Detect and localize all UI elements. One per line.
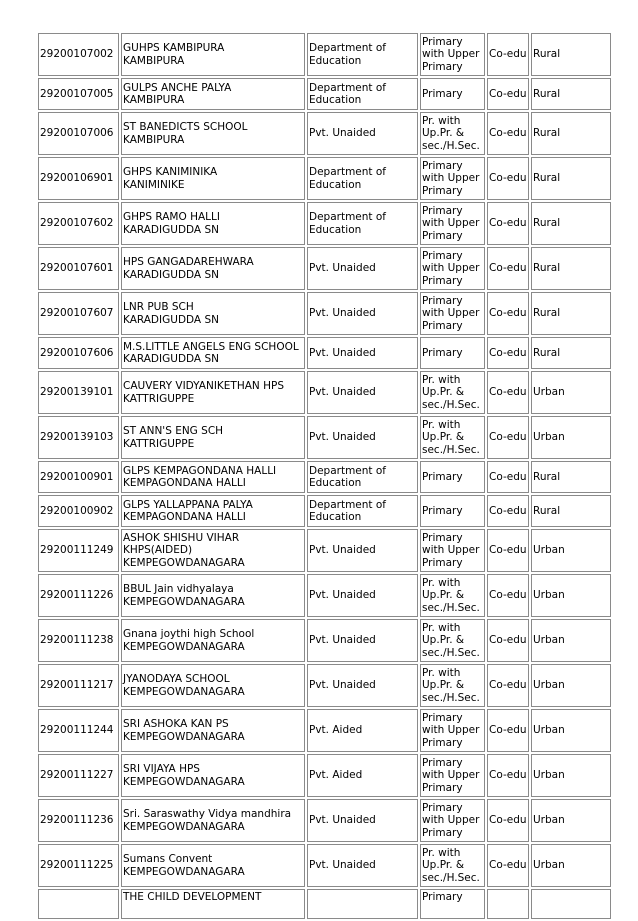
table-row bbox=[38, 574, 611, 617]
category-cell-line: Pr. with bbox=[422, 666, 461, 679]
school-name-cell bbox=[121, 292, 305, 335]
table-row bbox=[38, 202, 611, 245]
category-cell-line: Primary bbox=[422, 204, 463, 217]
category-cell-line: Primary bbox=[422, 781, 463, 794]
school-name-cell bbox=[121, 247, 305, 290]
table-row bbox=[38, 461, 611, 493]
table-row bbox=[38, 889, 611, 919]
category-cell bbox=[420, 844, 485, 887]
management-cell bbox=[307, 112, 418, 155]
school-table-body bbox=[38, 33, 611, 919]
category-cell-line: Primary bbox=[422, 756, 463, 769]
category-cell bbox=[420, 337, 485, 369]
management-cell bbox=[307, 247, 418, 290]
management-cell bbox=[307, 78, 418, 110]
management-cell bbox=[307, 709, 418, 752]
school-name-cell-line: KEMPEGOWDANAGARA bbox=[123, 595, 245, 608]
management-cell bbox=[307, 337, 418, 369]
category-cell bbox=[420, 495, 485, 527]
management-cell-line: Pvt. Unaided bbox=[309, 814, 376, 827]
management-cell-line: Pvt. Unaided bbox=[309, 307, 376, 320]
school-code-cell bbox=[38, 889, 119, 919]
school-code-cell: 29200107002 bbox=[38, 33, 119, 76]
school-name-cell bbox=[121, 889, 305, 919]
area-cell bbox=[531, 889, 611, 919]
school-type-cell: Co-edu bbox=[487, 416, 529, 459]
category-cell-line: with Upper bbox=[422, 814, 480, 827]
area-cell: Rural bbox=[531, 495, 611, 527]
school-name-cell-line: KEMPAGONDANA HALLI bbox=[123, 511, 246, 523]
category-cell bbox=[420, 416, 485, 459]
school-code-cell: 29200107601 bbox=[38, 247, 119, 290]
area-cell: Rural bbox=[531, 292, 611, 335]
table-row bbox=[38, 799, 611, 842]
category-cell-line: Primary bbox=[422, 711, 463, 724]
school-code-cell: 29200111236 bbox=[38, 799, 119, 842]
school-type-cell: Co-edu bbox=[487, 157, 529, 200]
category-cell-line: sec./H.Sec. bbox=[422, 646, 480, 659]
school-name-cell-line: KEMPEGOWDANAGARA bbox=[123, 685, 245, 698]
school-name-cell-line: KARADIGUDDA SN bbox=[123, 223, 219, 236]
category-cell-line: with Upper bbox=[422, 724, 480, 737]
school-name-cell bbox=[121, 337, 305, 369]
school-type-cell: Co-edu bbox=[487, 247, 529, 290]
category-cell bbox=[420, 754, 485, 797]
school-type-cell: Co-edu bbox=[487, 844, 529, 887]
category-cell-line: Up.Pr. & bbox=[422, 386, 465, 399]
category-cell-line: Pr. with bbox=[422, 418, 461, 431]
category-cell-line: Primary bbox=[422, 229, 463, 242]
school-name-cell-line: M.S.LITTLE ANGELS ENG SCHOOL bbox=[123, 340, 299, 353]
category-cell-line: Primary bbox=[422, 826, 463, 839]
management-cell-line: Pvt. Unaided bbox=[309, 262, 376, 275]
school-type-cell: Co-edu bbox=[487, 461, 529, 493]
school-type-cell: Co-edu bbox=[487, 619, 529, 662]
school-name-cell-line: KEMPEGOWDANAGARA bbox=[123, 556, 245, 569]
category-cell-line: Primary bbox=[422, 35, 463, 48]
area-cell: Urban bbox=[531, 371, 611, 414]
area-cell: Rural bbox=[531, 202, 611, 245]
school-type-cell: Co-edu bbox=[487, 371, 529, 414]
school-code-cell: 29200107602 bbox=[38, 202, 119, 245]
table-row bbox=[38, 495, 611, 527]
management-cell-line: Department of bbox=[309, 42, 386, 54]
table-row bbox=[38, 292, 611, 335]
table-row bbox=[38, 416, 611, 459]
category-cell-line: Primary bbox=[422, 504, 463, 517]
management-cell-line: Pvt. Unaided bbox=[309, 431, 376, 444]
school-name-cell-line: CAUVERY VIDYANIKETHAN HPS bbox=[123, 380, 285, 392]
category-cell bbox=[420, 619, 485, 662]
category-cell-line: Up.Pr. & bbox=[422, 589, 465, 602]
management-cell-line: Department of bbox=[309, 464, 386, 477]
school-type-cell: Co-edu bbox=[487, 78, 529, 110]
school-name-cell-line: KARADIGUDDA SN bbox=[123, 313, 219, 326]
school-name-cell-line: ST BANEDICTS SCHOOL bbox=[123, 121, 248, 133]
school-name-cell-line: HPS GANGADAREHWARA bbox=[123, 256, 254, 268]
category-cell-line: Primary bbox=[422, 319, 463, 332]
management-cell bbox=[307, 371, 418, 414]
management-cell bbox=[307, 461, 418, 493]
category-cell-line: Primary bbox=[422, 801, 463, 814]
area-cell: Urban bbox=[531, 754, 611, 797]
school-name-cell-line: KEMPEGOWDANAGARA bbox=[123, 820, 245, 833]
management-cell bbox=[307, 619, 418, 662]
category-cell-line: with Upper bbox=[422, 48, 480, 61]
table-row bbox=[38, 157, 611, 200]
management-cell-line: Department of bbox=[309, 211, 386, 223]
management-cell-line: Education bbox=[309, 223, 362, 236]
category-cell-line: Primary bbox=[422, 531, 463, 544]
school-name-cell-line: BBUL Jain vidhyalaya bbox=[123, 583, 234, 595]
category-cell bbox=[420, 157, 485, 200]
school-name-cell bbox=[121, 754, 305, 797]
management-cell bbox=[307, 799, 418, 842]
management-cell-line: Department of bbox=[309, 81, 386, 94]
school-name-cell-line: GLPS KEMPAGONDANA HALLI bbox=[123, 464, 277, 477]
school-type-cell: Co-edu bbox=[487, 202, 529, 245]
school-name-cell-line: GHPS RAMO HALLI bbox=[123, 211, 220, 223]
table-row bbox=[38, 844, 611, 887]
category-cell-line: Primary bbox=[422, 556, 463, 569]
school-name-cell bbox=[121, 202, 305, 245]
category-cell-line: sec./H.Sec. bbox=[422, 601, 480, 614]
school-code-cell: 29200100901 bbox=[38, 461, 119, 493]
school-name-cell bbox=[121, 799, 305, 842]
category-cell-line: Primary bbox=[422, 249, 463, 262]
school-name-cell-line: KANIMINIKE bbox=[123, 178, 185, 191]
category-cell-line: with Upper bbox=[422, 172, 480, 185]
category-cell bbox=[420, 202, 485, 245]
school-type-cell: Co-edu bbox=[487, 112, 529, 155]
school-table bbox=[36, 31, 613, 921]
table-row bbox=[38, 78, 611, 110]
table-row bbox=[38, 371, 611, 414]
school-code-cell: 29200107006 bbox=[38, 112, 119, 155]
school-name-cell-line: Sumans Convent bbox=[123, 853, 213, 865]
school-type-cell: Co-edu bbox=[487, 495, 529, 527]
category-cell-line: with Upper bbox=[422, 544, 480, 557]
school-type-cell: Co-edu bbox=[487, 574, 529, 617]
category-cell-line: Pr. with bbox=[422, 846, 461, 859]
school-name-cell bbox=[121, 844, 305, 887]
category-cell-line: Up.Pr. & bbox=[422, 127, 465, 140]
management-cell bbox=[307, 495, 418, 527]
category-cell-line: with Upper bbox=[422, 307, 480, 320]
school-name-cell bbox=[121, 529, 305, 572]
category-cell bbox=[420, 292, 485, 335]
category-cell-line: Up.Pr. & bbox=[422, 431, 465, 444]
school-name-cell-line: KEMPAGONDANA HALLI bbox=[123, 477, 246, 489]
school-code-cell: 29200111226 bbox=[38, 574, 119, 617]
school-code-cell: 29200107606 bbox=[38, 337, 119, 369]
category-cell-line: with Upper bbox=[422, 217, 480, 230]
school-name-cell bbox=[121, 619, 305, 662]
category-cell-line: Primary bbox=[422, 891, 463, 903]
management-cell-line: Pvt. Aided bbox=[309, 724, 363, 737]
category-cell bbox=[420, 112, 485, 155]
management-cell-line: Pvt. Unaided bbox=[309, 386, 376, 399]
school-code-cell: 29200111217 bbox=[38, 664, 119, 707]
school-code-cell: 29200111238 bbox=[38, 619, 119, 662]
management-cell-line: Pvt. Unaided bbox=[309, 127, 376, 140]
table-row bbox=[38, 33, 611, 76]
category-cell bbox=[420, 799, 485, 842]
school-name-cell-line: GULPS ANCHE PALYA bbox=[123, 81, 232, 94]
table-row bbox=[38, 247, 611, 290]
management-cell-line: Pvt. Unaided bbox=[309, 859, 376, 872]
school-name-cell-line: KARADIGUDDA SN bbox=[123, 353, 219, 365]
table-row bbox=[38, 529, 611, 572]
management-cell bbox=[307, 529, 418, 572]
category-cell bbox=[420, 709, 485, 752]
management-cell-line: Department of bbox=[309, 498, 386, 511]
table-row bbox=[38, 112, 611, 155]
management-cell-line: Pvt. Unaided bbox=[309, 589, 376, 602]
area-cell: Urban bbox=[531, 799, 611, 842]
table-row bbox=[38, 754, 611, 797]
school-type-cell: Co-edu bbox=[487, 709, 529, 752]
school-name-cell-line: KARADIGUDDA SN bbox=[123, 268, 219, 281]
category-cell bbox=[420, 247, 485, 290]
management-cell-line: Pvt. Aided bbox=[309, 769, 363, 782]
school-name-cell-line: KEMPEGOWDANAGARA bbox=[123, 730, 245, 743]
management-cell bbox=[307, 844, 418, 887]
category-cell-line: sec./H.Sec. bbox=[422, 139, 480, 152]
management-cell-line: Pvt. Unaided bbox=[309, 634, 376, 647]
category-cell bbox=[420, 33, 485, 76]
school-code-cell: 29200111249 bbox=[38, 529, 119, 572]
area-cell: Rural bbox=[531, 157, 611, 200]
area-cell: Rural bbox=[531, 78, 611, 110]
category-cell-line: with Upper bbox=[422, 769, 480, 782]
school-name-cell-line: KEMPEGOWDANAGARA bbox=[123, 865, 245, 878]
category-cell-line: Pr. with bbox=[422, 621, 461, 634]
category-cell bbox=[420, 664, 485, 707]
table-row bbox=[38, 709, 611, 752]
management-cell-line: Pvt. Unaided bbox=[309, 346, 376, 359]
category-cell bbox=[420, 574, 485, 617]
school-name-cell-line: KAMBIPURA bbox=[123, 133, 185, 146]
school-code-cell: 29200100902 bbox=[38, 495, 119, 527]
area-cell: Urban bbox=[531, 844, 611, 887]
area-cell: Urban bbox=[531, 619, 611, 662]
management-cell-line: Pvt. Unaided bbox=[309, 544, 376, 557]
school-name-cell bbox=[121, 574, 305, 617]
school-name-cell-line: JYANODAYA SCHOOL bbox=[123, 673, 230, 685]
school-code-cell: 29200111244 bbox=[38, 709, 119, 752]
school-type-cell: Co-edu bbox=[487, 754, 529, 797]
management-cell bbox=[307, 292, 418, 335]
school-name-cell bbox=[121, 157, 305, 200]
category-cell-line: Primary bbox=[422, 736, 463, 749]
school-name-cell bbox=[121, 495, 305, 527]
category-cell-line: Up.Pr. & bbox=[422, 679, 465, 692]
table-row bbox=[38, 664, 611, 707]
school-name-cell-line: LNR PUB SCH bbox=[123, 301, 194, 313]
category-cell-line: Up.Pr. & bbox=[422, 859, 465, 872]
school-name-cell bbox=[121, 664, 305, 707]
school-name-cell-line: KHPS(AIDED) bbox=[123, 544, 193, 557]
school-name-cell-line: GHPS KANIMINIKA bbox=[123, 166, 218, 178]
school-code-cell: 29200107005 bbox=[38, 78, 119, 110]
school-name-cell-line: Sri. Saraswathy Vidya mandhira bbox=[123, 808, 292, 820]
area-cell: Urban bbox=[531, 574, 611, 617]
category-cell-line: Primary bbox=[422, 87, 463, 100]
school-code-cell: 29200111225 bbox=[38, 844, 119, 887]
school-name-cell bbox=[121, 112, 305, 155]
category-cell-line: Primary bbox=[422, 60, 463, 73]
management-cell bbox=[307, 889, 418, 919]
management-cell bbox=[307, 157, 418, 200]
school-name-cell-line: KATTRIGUPPE bbox=[123, 392, 195, 405]
school-name-cell bbox=[121, 709, 305, 752]
category-cell-line: sec./H.Sec. bbox=[422, 691, 480, 704]
management-cell-line: Pvt. Unaided bbox=[309, 679, 376, 692]
school-type-cell: Co-edu bbox=[487, 799, 529, 842]
area-cell: Rural bbox=[531, 461, 611, 493]
management-cell-line: Department of bbox=[309, 166, 386, 178]
category-cell-line: Primary bbox=[422, 184, 463, 197]
category-cell-line: Pr. with bbox=[422, 373, 461, 386]
management-cell-line: Education bbox=[309, 178, 362, 191]
school-name-cell bbox=[121, 416, 305, 459]
category-cell bbox=[420, 889, 485, 919]
category-cell-line: Primary bbox=[422, 294, 463, 307]
school-name-cell-line: GLPS YALLAPPANA PALYA bbox=[123, 498, 253, 511]
area-cell: Rural bbox=[531, 337, 611, 369]
school-name-cell bbox=[121, 371, 305, 414]
area-cell: Rural bbox=[531, 247, 611, 290]
category-cell-line: Primary bbox=[422, 159, 463, 172]
school-type-cell: Co-edu bbox=[487, 292, 529, 335]
school-name-cell bbox=[121, 33, 305, 76]
management-cell bbox=[307, 33, 418, 76]
school-code-cell: 29200139101 bbox=[38, 371, 119, 414]
area-cell: Rural bbox=[531, 112, 611, 155]
management-cell bbox=[307, 754, 418, 797]
category-cell-line: with Upper bbox=[422, 262, 480, 275]
school-name-cell-line: ASHOK SHISHU VIHAR bbox=[123, 531, 240, 544]
area-cell: Urban bbox=[531, 529, 611, 572]
management-cell-line: Education bbox=[309, 511, 362, 523]
school-code-cell: 29200111227 bbox=[38, 754, 119, 797]
school-name-cell-line: KEMPEGOWDANAGARA bbox=[123, 640, 245, 653]
area-cell: Rural bbox=[531, 33, 611, 76]
school-name-cell bbox=[121, 78, 305, 110]
category-cell-line: sec./H.Sec. bbox=[422, 398, 480, 411]
school-name-cell-line: THE CHILD DEVELOPMENT bbox=[123, 891, 262, 903]
category-cell-line: Up.Pr. & bbox=[422, 634, 465, 647]
school-code-cell: 29200106901 bbox=[38, 157, 119, 200]
management-cell-line: Education bbox=[309, 54, 362, 67]
school-name-cell-line: KAMBIPURA bbox=[123, 94, 185, 106]
school-name-cell-line: GUHPS KAMBIPURA bbox=[123, 42, 225, 54]
school-name-cell-line: KAMBIPURA bbox=[123, 54, 185, 67]
category-cell bbox=[420, 529, 485, 572]
category-cell-line: Pr. with bbox=[422, 114, 461, 127]
school-type-cell bbox=[487, 889, 529, 919]
school-type-cell: Co-edu bbox=[487, 529, 529, 572]
school-name-cell-line: KEMPEGOWDANAGARA bbox=[123, 775, 245, 788]
school-code-cell: 29200139103 bbox=[38, 416, 119, 459]
management-cell-line: Education bbox=[309, 94, 362, 106]
school-type-cell: Co-edu bbox=[487, 337, 529, 369]
area-cell: Urban bbox=[531, 709, 611, 752]
school-name-cell-line: ST ANN'S ENG SCH bbox=[123, 425, 224, 437]
category-cell bbox=[420, 371, 485, 414]
school-name-cell-line: SRI ASHOKA KAN PS bbox=[123, 718, 229, 730]
category-cell-line: sec./H.Sec. bbox=[422, 871, 480, 884]
table-row bbox=[38, 619, 611, 662]
area-cell: Urban bbox=[531, 416, 611, 459]
category-cell-line: sec./H.Sec. bbox=[422, 443, 480, 456]
management-cell bbox=[307, 202, 418, 245]
management-cell bbox=[307, 416, 418, 459]
school-type-cell: Co-edu bbox=[487, 33, 529, 76]
management-cell-line: Education bbox=[309, 477, 362, 489]
school-name-cell-line: Gnana joythi high School bbox=[123, 628, 255, 640]
management-cell bbox=[307, 664, 418, 707]
category-cell bbox=[420, 461, 485, 493]
category-cell bbox=[420, 78, 485, 110]
category-cell-line: Primary bbox=[422, 470, 463, 483]
school-name-cell-line: KATTRIGUPPE bbox=[123, 437, 195, 450]
school-name-cell-line: SRI VIJAYA HPS bbox=[123, 763, 200, 775]
table-row bbox=[38, 337, 611, 369]
school-list-page bbox=[36, 31, 613, 921]
management-cell bbox=[307, 574, 418, 617]
category-cell-line: Primary bbox=[422, 274, 463, 287]
school-type-cell: Co-edu bbox=[487, 664, 529, 707]
category-cell-line: Primary bbox=[422, 346, 463, 359]
category-cell-line: Pr. with bbox=[422, 576, 461, 589]
school-name-cell bbox=[121, 461, 305, 493]
area-cell: Urban bbox=[531, 664, 611, 707]
school-code-cell: 29200107607 bbox=[38, 292, 119, 335]
